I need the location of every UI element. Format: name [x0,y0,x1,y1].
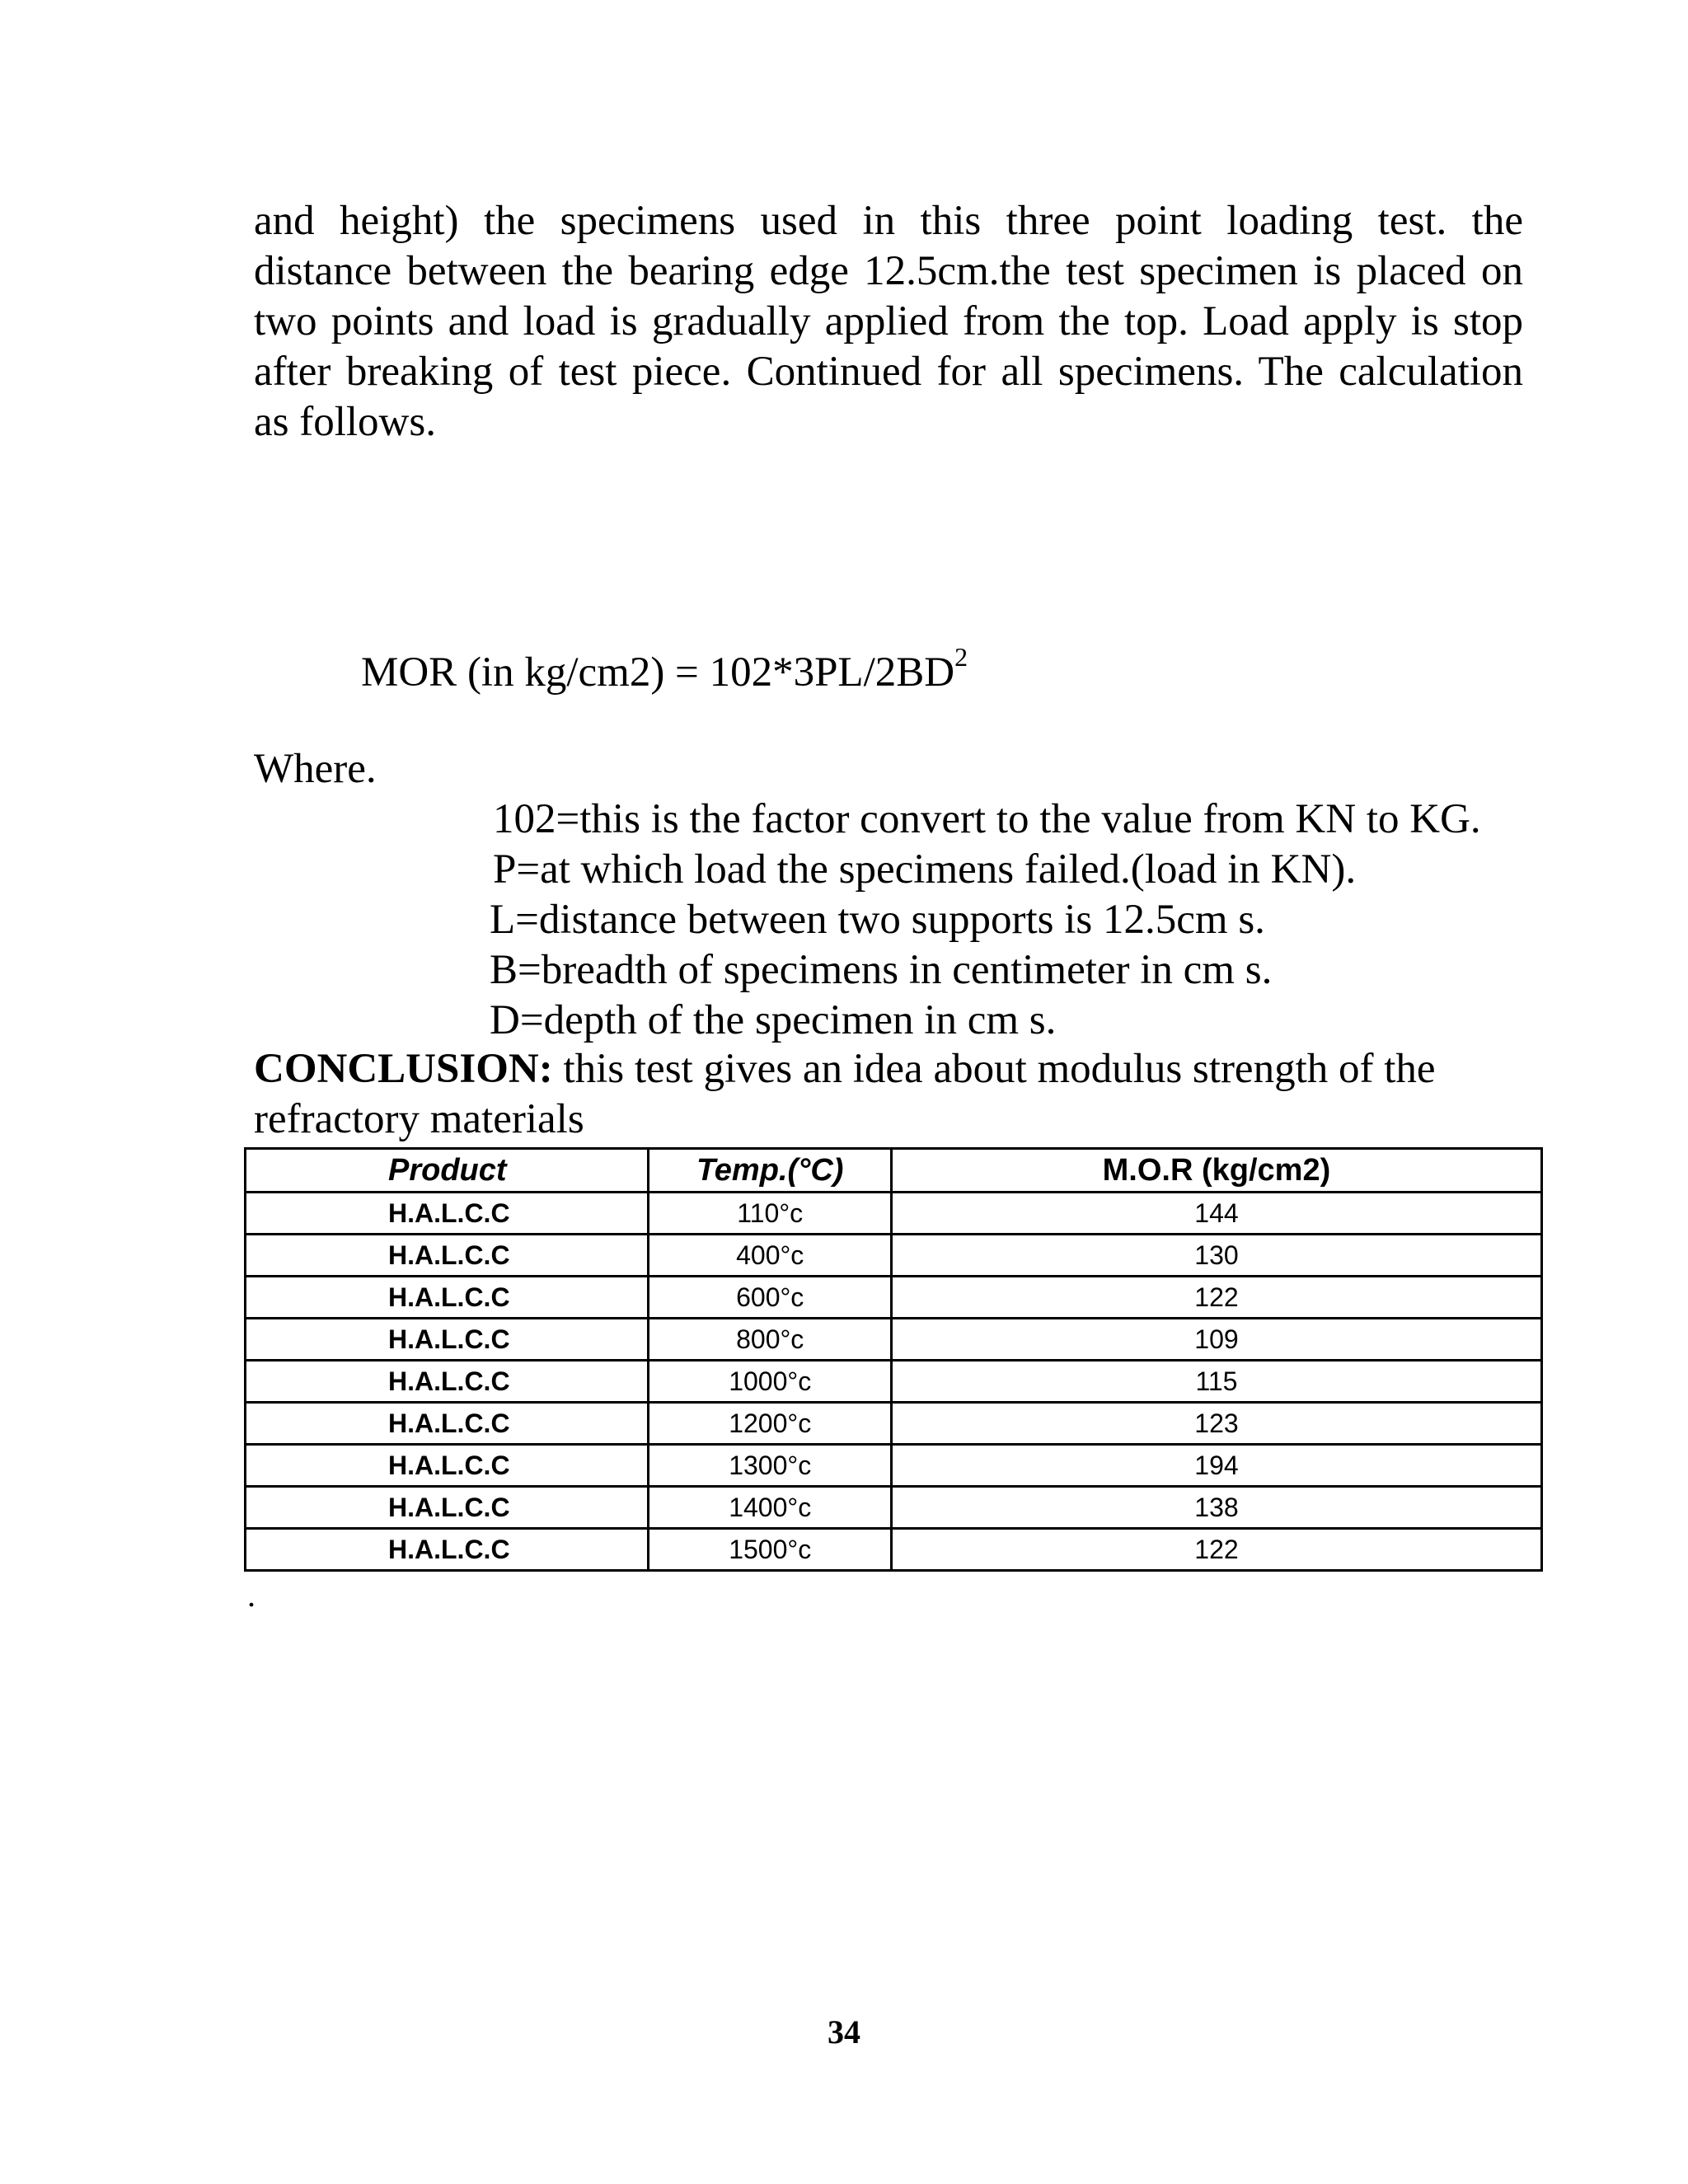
conclusion-text: this test gives an idea about modulus strength of the refractory materials [254,1046,1436,1142]
cell-product: H.A.L.C.C [246,1445,649,1487]
cell-product: H.A.L.C.C [246,1319,649,1361]
mor-formula [361,642,968,696]
cell-temperature: 1300°c [649,1445,891,1487]
stray-mark: . [247,1577,256,1614]
cell-mor: 130 [891,1235,1541,1277]
table-header-row [246,1149,1542,1193]
formula-text: MOR (in kg/cm2) = 102*3PL/2BD [361,649,955,696]
page-number: 34 [828,2013,860,2050]
table-row [246,1277,1542,1319]
table-row [246,1403,1542,1445]
cell-temperature: 1000°c [649,1361,891,1403]
cell-mor: 144 [891,1193,1541,1235]
table-row [246,1193,1542,1235]
paragraph-line: two points and load is gradually applied from the top. Load apply is stop [254,298,1523,344]
paragraph-line: after breaking of test piece. Continued for all specimens. The calculation [254,349,1523,395]
cell-temperature: 110°c [649,1193,891,1235]
paragraph-line: as follows. [254,399,436,445]
cell-mor: 123 [891,1403,1541,1445]
table-row [246,1487,1542,1529]
cell-product: H.A.L.C.C [246,1529,649,1571]
table-row [246,1529,1542,1571]
cell-product: H.A.L.C.C [246,1235,649,1277]
conclusion-label: CONCLUSION: [254,1046,553,1092]
cell-product: H.A.L.C.C [246,1277,649,1319]
table-body [246,1193,1542,1571]
cell-mor: 109 [891,1319,1541,1361]
cell-temperature: 1500°c [649,1529,891,1571]
definition-item: L=distance between two supports is 12.5cm s. [490,897,1265,943]
cell-temperature: 1400°c [649,1487,891,1529]
cell-temperature: 600°c [649,1277,891,1319]
definition-item: P=at which load the specimens failed.(load in KN). [493,846,1357,893]
where-label: Where. [254,746,377,792]
table-row [246,1235,1542,1277]
definition-item: B=breadth of specimens in centimeter in cm s. [490,947,1273,993]
conclusion [254,1044,1474,1145]
cell-mor: 122 [891,1529,1541,1571]
cell-mor: 138 [891,1487,1541,1529]
cell-product: H.A.L.C.C [246,1361,649,1403]
mor-results-table [244,1147,1543,1572]
header-mor: M.O.R (kg/cm2) [891,1149,1541,1193]
cell-temperature: 800°c [649,1319,891,1361]
cell-product: H.A.L.C.C [246,1403,649,1445]
table-row [246,1445,1542,1487]
variable-definitions [490,794,1481,1046]
cell-mor: 194 [891,1445,1541,1487]
cell-mor: 122 [891,1277,1541,1319]
cell-temperature: 400°c [649,1235,891,1277]
definition-item: 102=this is the factor convert to the value from KN to KG. [493,796,1481,842]
definition-item: D=depth of the specimen in cm s. [490,997,1057,1043]
header-product: Product [246,1149,649,1193]
table-row [246,1361,1542,1403]
body-paragraph [254,196,1523,448]
cell-product: H.A.L.C.C [246,1487,649,1529]
paragraph-line: distance between the bearing edge 12.5cm.the test specimen is placed on [254,248,1523,294]
formula-superscript: 2 [954,642,968,672]
cell-mor: 115 [891,1361,1541,1403]
paragraph-line: and height) the specimens used in this three point loading test. the [254,198,1523,244]
table-row [246,1319,1542,1361]
header-temperature: Temp.(°C) [649,1149,891,1193]
cell-product: H.A.L.C.C [246,1193,649,1235]
cell-temperature: 1200°c [649,1403,891,1445]
